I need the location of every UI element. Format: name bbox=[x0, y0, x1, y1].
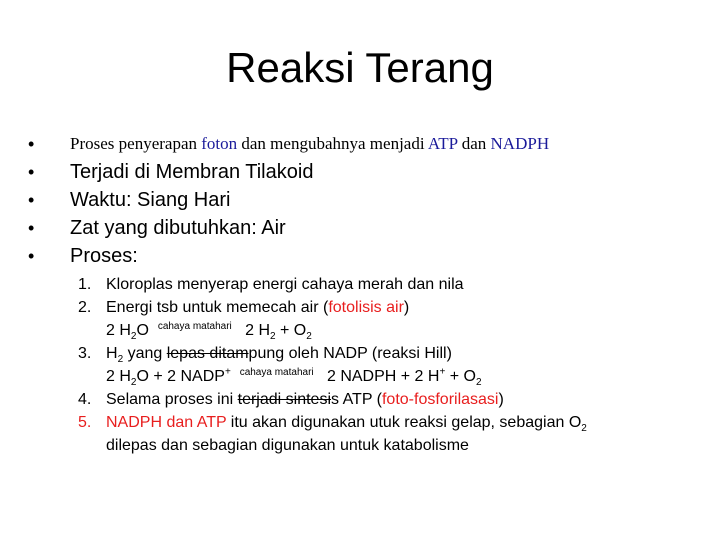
text-run: 2 H bbox=[245, 322, 270, 339]
step-text bbox=[106, 342, 452, 365]
step-number: 4. bbox=[78, 391, 92, 408]
text-run: ) bbox=[403, 299, 410, 316]
subscript: 2 bbox=[130, 331, 137, 343]
subscript: 2 bbox=[117, 354, 124, 366]
equation-text bbox=[106, 365, 482, 390]
struck-text: lepas ditam bbox=[166, 345, 249, 362]
text-run: s ATP ( bbox=[331, 391, 382, 408]
text-run: Energi tsb untuk memecah air ( bbox=[106, 299, 329, 316]
step-text bbox=[106, 411, 587, 434]
text-run: ) bbox=[498, 391, 504, 408]
step-number: 1. bbox=[78, 276, 92, 293]
bullet-marker: • bbox=[28, 134, 35, 154]
text-run: pung oleh NADP (reaksi Hill) bbox=[248, 345, 452, 362]
text-run: H bbox=[106, 345, 118, 362]
text-run: 2 H bbox=[106, 368, 131, 385]
text-run: Selama proses ini bbox=[106, 391, 238, 408]
bullet-marker: • bbox=[28, 162, 35, 182]
bullet-text: Terjadi di Membran Tilakoid bbox=[70, 161, 314, 183]
highlight-nadph: NADPH bbox=[490, 134, 550, 153]
step-number: 2. bbox=[78, 299, 92, 316]
bullet-text: Waktu: Siang Hari bbox=[70, 189, 231, 211]
text-run: itu akan digunakan utuk reaksi gelap, sebagian O bbox=[226, 414, 582, 431]
superscript: + bbox=[439, 366, 446, 378]
highlight-foton: foton bbox=[201, 134, 238, 153]
highlight-nadph-atp: NADPH dan ATP bbox=[106, 414, 227, 431]
struck-text: terjadi sintesi bbox=[237, 391, 331, 408]
subscript: 2 bbox=[270, 331, 276, 343]
step-text bbox=[106, 388, 504, 411]
highlight-fotofosforilasi: foto-fosforilasasi bbox=[381, 391, 499, 408]
subscript: 2 bbox=[581, 423, 587, 435]
arrow-label: cahaya matahari bbox=[239, 367, 314, 378]
text-run: O + 2 NADP bbox=[136, 368, 225, 385]
step-text: dilepas dan sebagian digunakan untuk katabolisme bbox=[106, 437, 469, 454]
arrow-label: cahaya matahari bbox=[157, 321, 232, 332]
subscript: 2 bbox=[475, 377, 482, 389]
text-run: + O bbox=[445, 368, 476, 385]
subscript: 2 bbox=[306, 331, 312, 343]
text-run: Proses penyerapan bbox=[70, 134, 202, 153]
bullet-marker: • bbox=[28, 190, 35, 210]
bullet-text: Proses: bbox=[70, 245, 138, 267]
text-run: 2 H bbox=[106, 322, 131, 339]
text-run: O bbox=[136, 322, 149, 339]
bullet-text: Zat yang dibutuhkan: Air bbox=[70, 217, 286, 239]
subscript: 2 bbox=[130, 377, 137, 389]
text-run: dan mengubahnya menjadi bbox=[237, 134, 428, 153]
bullet-text bbox=[70, 130, 549, 158]
slide-title: Reaksi Terang bbox=[226, 44, 494, 91]
text-run: yang bbox=[123, 345, 167, 362]
text-run: dan bbox=[457, 134, 491, 153]
bullet-marker: • bbox=[28, 218, 35, 238]
highlight-fotolisis: fotolisis air bbox=[328, 299, 404, 316]
text-run: + O bbox=[275, 322, 307, 339]
step-text bbox=[106, 296, 409, 319]
equation-text bbox=[106, 319, 312, 344]
step-text: Kloroplas menyerap energi cahaya merah dan nila bbox=[106, 276, 464, 293]
text-run: 2 NADPH + 2 H bbox=[326, 368, 440, 385]
highlight-atp: ATP bbox=[427, 134, 458, 153]
bullet-marker: • bbox=[28, 246, 35, 266]
step-number: 5. bbox=[78, 414, 92, 431]
superscript: + bbox=[224, 366, 231, 378]
step-number: 3. bbox=[78, 345, 92, 362]
